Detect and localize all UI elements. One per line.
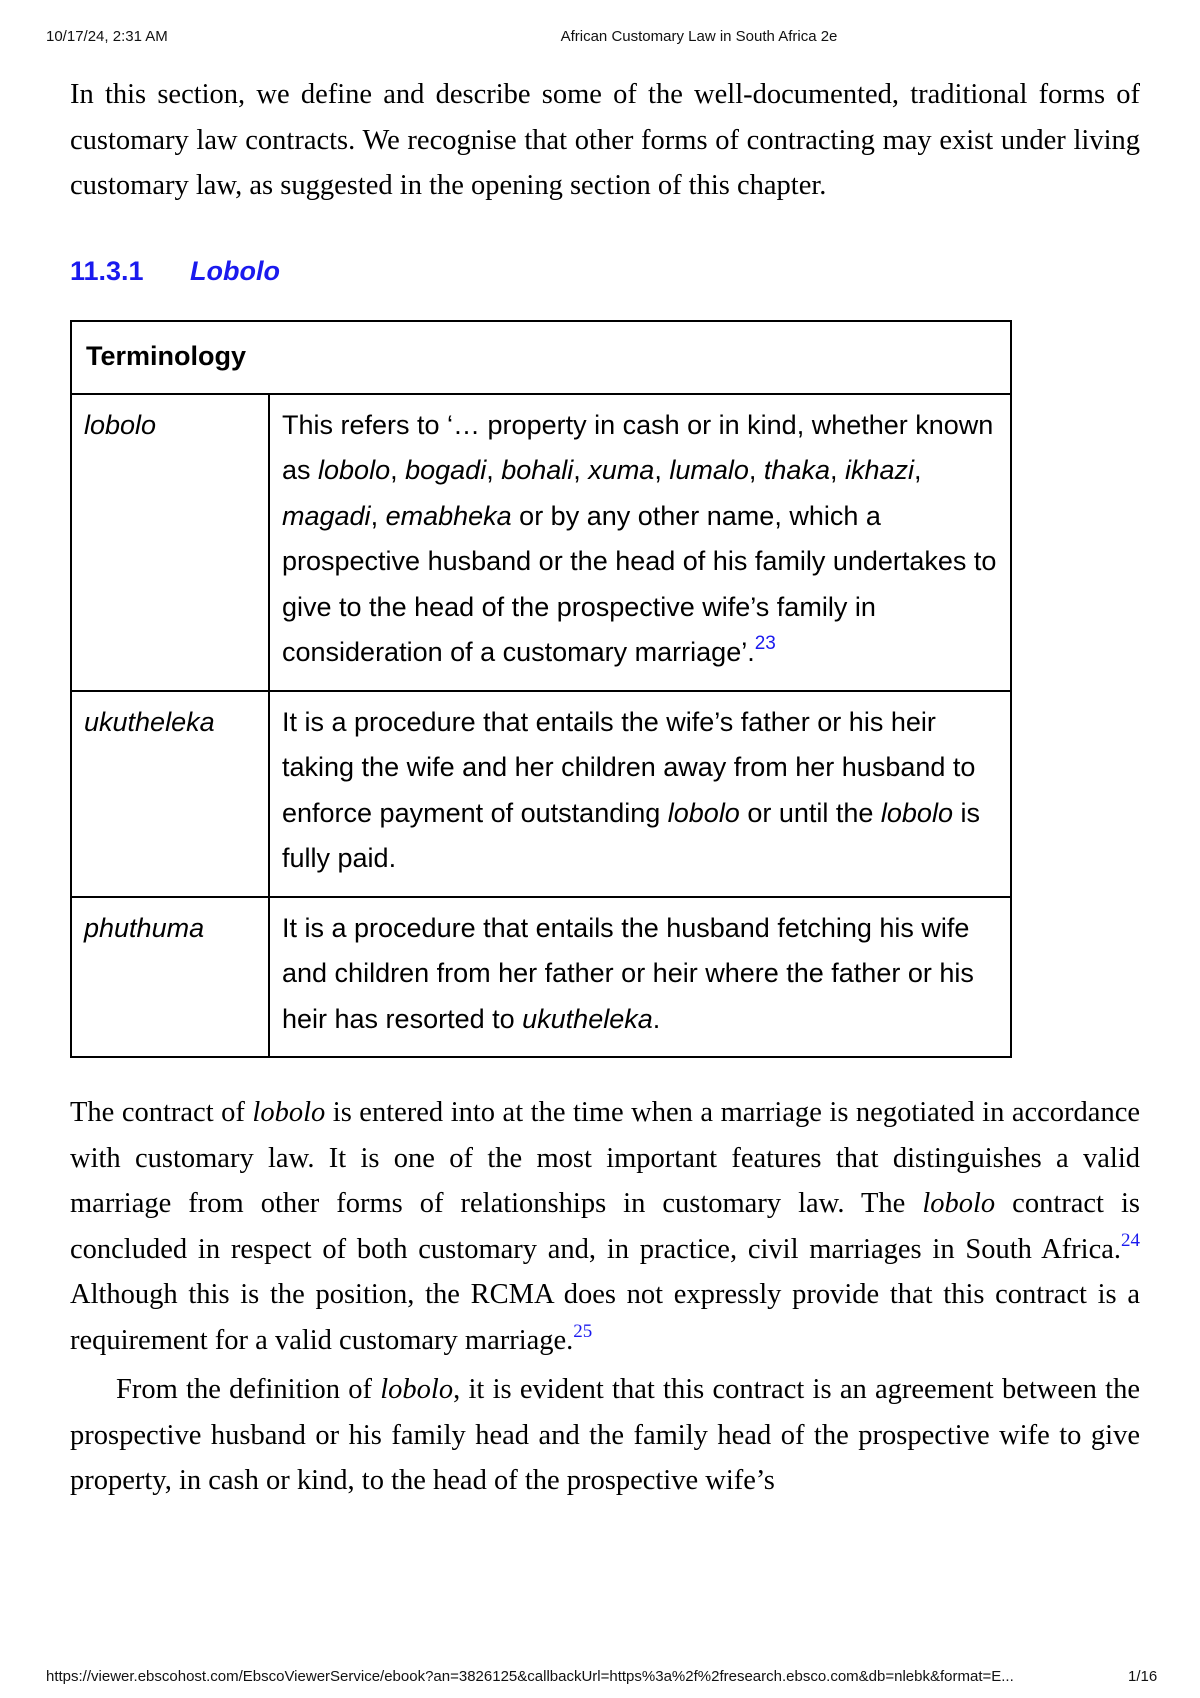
- print-page-title: African Customary Law in South Africa 2e: [560, 28, 838, 45]
- definition-paragraph: From the definition of lobolo, it is evident that this contract is an agreement between the prospective husband or his family head and the family head of the prospective wife to give property, in cash or kind, to the head of the prospective wife’s: [70, 1374, 1140, 1496]
- table-row: [71, 897, 1011, 1058]
- lobolo-paragraph: The contract of lobolo is entered into at the time when a marriage is negotiated in accordance with customary law. It is one of the most important features that distinguishes a valid marriage from other forms of relationships in customary law. The lobolo contract is concluded in respect of both customary and, in practice, civil marriages in South Africa.$^{24}$ Although this is the position, the RCMA does not expressly provide that this contract is a requirement for a valid customary marriage.$^{25}$: [70, 1097, 1140, 1356]
- section-number: 11.3.1: [70, 255, 144, 286]
- term-cell: ukutheleka: [71, 691, 269, 897]
- footnote-link-25[interactable]: 25: [573, 1320, 593, 1342]
- footnote-link-23[interactable]: 23: [754, 633, 776, 654]
- definition-cell: It is a procedure that entails the wife’s father or his heir taking the wife and her children away from her husband to enforce payment of outstanding lobolo or until the lobolo is fully paid.: [269, 691, 1011, 897]
- section-title: Lobolo: [190, 255, 280, 286]
- print-page-count: 1/16: [1128, 1668, 1158, 1685]
- terminology-table: [70, 320, 1012, 1059]
- document-body: [70, 72, 1140, 1504]
- intro-paragraph: In this section, we define and describe some of the well-documented, traditional forms of customary law contracts. We recognise that other forms of contracting may exist under living customary law, as suggested in the opening section of this chapter.: [70, 79, 1140, 201]
- print-datetime: 10/17/24, 2:31 AM: [46, 28, 168, 45]
- footnote-link-24[interactable]: 24: [1121, 1229, 1140, 1251]
- definition-cell: It is a procedure that entails the husband fetching his wife and children from her father or heir where the father or his heir has resorted to ukutheleka.: [269, 897, 1011, 1058]
- table-row: [71, 394, 1011, 691]
- definition-cell: This refers to ‘… property in cash or in kind, whether known as lobolo, bogadi, bohali, xuma, lumalo, thaka, ikhazi, magadi, emabheka or by any other name, which a prospective husband or the head of his family undertakes to give to the head of the prospective wife’s family in consideration of a customary marriage’.$^{23}$: [269, 394, 1011, 691]
- terminology-header-row: [71, 321, 1011, 394]
- table-row: [71, 691, 1011, 897]
- section-heading: [70, 256, 1140, 287]
- terminology-header: Terminology: [71, 321, 1011, 394]
- print-url: https://viewer.ebscohost.com/EbscoViewerService/ebook?an=3826125&callbackUrl=https%3a%2f%2fresearch.ebsco.com&db=nlebk&format=E...: [46, 1668, 1014, 1685]
- term-cell: phuthuma: [71, 897, 269, 1058]
- term-cell: lobolo: [71, 394, 269, 691]
